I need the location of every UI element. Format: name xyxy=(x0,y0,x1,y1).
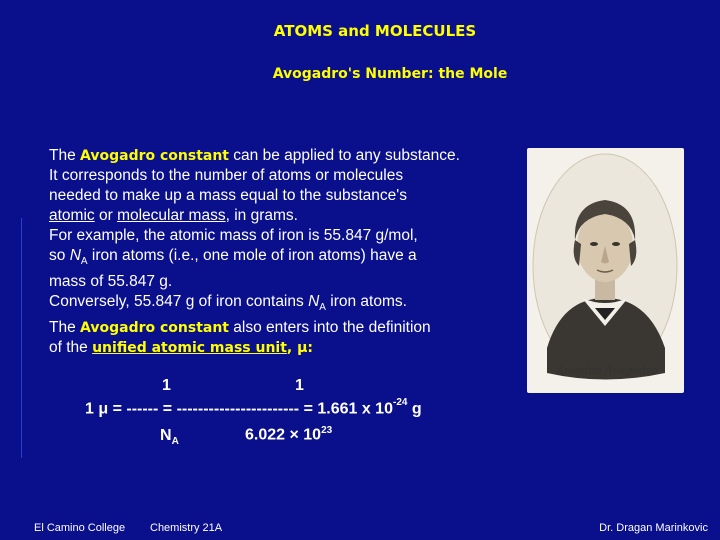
decorative-line xyxy=(21,218,22,458)
footer-author: Dr. Dragan Marinkovic xyxy=(599,522,708,534)
footer-course: Chemistry 21A xyxy=(150,522,223,534)
text: also enters into the definition xyxy=(229,319,431,337)
text: 6.022 × 10 xyxy=(245,426,322,444)
text: can be applied to any substance. xyxy=(229,147,460,164)
text-line xyxy=(49,338,519,358)
symbol-n: N xyxy=(308,293,320,311)
denominator-value xyxy=(245,425,332,444)
text-line xyxy=(49,146,519,166)
text-line xyxy=(49,246,519,272)
text-line: It corresponds to the number of atoms or molecules xyxy=(49,167,404,184)
text-line: needed to make up a mass equal to the substance's xyxy=(49,187,407,204)
exponent: 23 xyxy=(321,425,333,436)
unit: g xyxy=(407,400,422,418)
numerator-1: 1 xyxy=(162,377,171,394)
symbol-n: N xyxy=(69,247,81,264)
text: so xyxy=(49,247,70,264)
link-atomic[interactable]: atomic xyxy=(49,207,95,224)
slide-title: ATOMS and MOLECULES xyxy=(273,22,477,40)
portrait-signature: Amedeo Avogadro xyxy=(556,364,658,377)
text: Conversely, 55.847 g of iron contains xyxy=(49,293,309,311)
subscript-a: A xyxy=(80,256,88,268)
text-line xyxy=(49,292,519,318)
exponent: -24 xyxy=(392,397,408,408)
text: of the xyxy=(49,339,93,357)
equation-text: 1 μ = ------ = ----------------------- = 1.661 x 10 xyxy=(85,400,393,418)
text: , in grams. xyxy=(225,207,298,224)
text-line: mass of 55.847 g. xyxy=(49,273,173,291)
footer-college: El Camino College xyxy=(34,522,126,534)
term-avogadro-constant: Avogadro constant xyxy=(80,148,229,164)
text: iron atoms. xyxy=(325,293,407,311)
subscript-a: A xyxy=(171,436,179,448)
text: The xyxy=(49,147,81,164)
body-text xyxy=(49,146,519,358)
equation-main xyxy=(85,399,422,418)
text-line xyxy=(49,318,519,338)
text: , μ: xyxy=(286,340,314,357)
denominator-na xyxy=(160,427,179,447)
text-line xyxy=(49,206,519,226)
link-unified-atomic-mass-unit[interactable]: unified atomic mass unit xyxy=(92,340,287,357)
text: The xyxy=(49,319,81,337)
text: iron atoms (i.e., one mole of iron atoms) have a xyxy=(87,247,417,264)
text-line: For example, the atomic mass of iron is 55.847 g/mol, xyxy=(49,227,418,244)
term-avogadro-constant: Avogadro constant xyxy=(80,320,229,337)
subscript-a: A xyxy=(319,302,326,314)
link-molecular-mass[interactable]: molecular mass xyxy=(117,207,226,224)
avogadro-portrait xyxy=(527,148,684,393)
text: or xyxy=(94,207,118,224)
slide-subtitle: Avogadro's Number: the Mole xyxy=(272,66,508,82)
symbol-n: N xyxy=(160,427,172,444)
numerator-2: 1 xyxy=(295,377,304,394)
